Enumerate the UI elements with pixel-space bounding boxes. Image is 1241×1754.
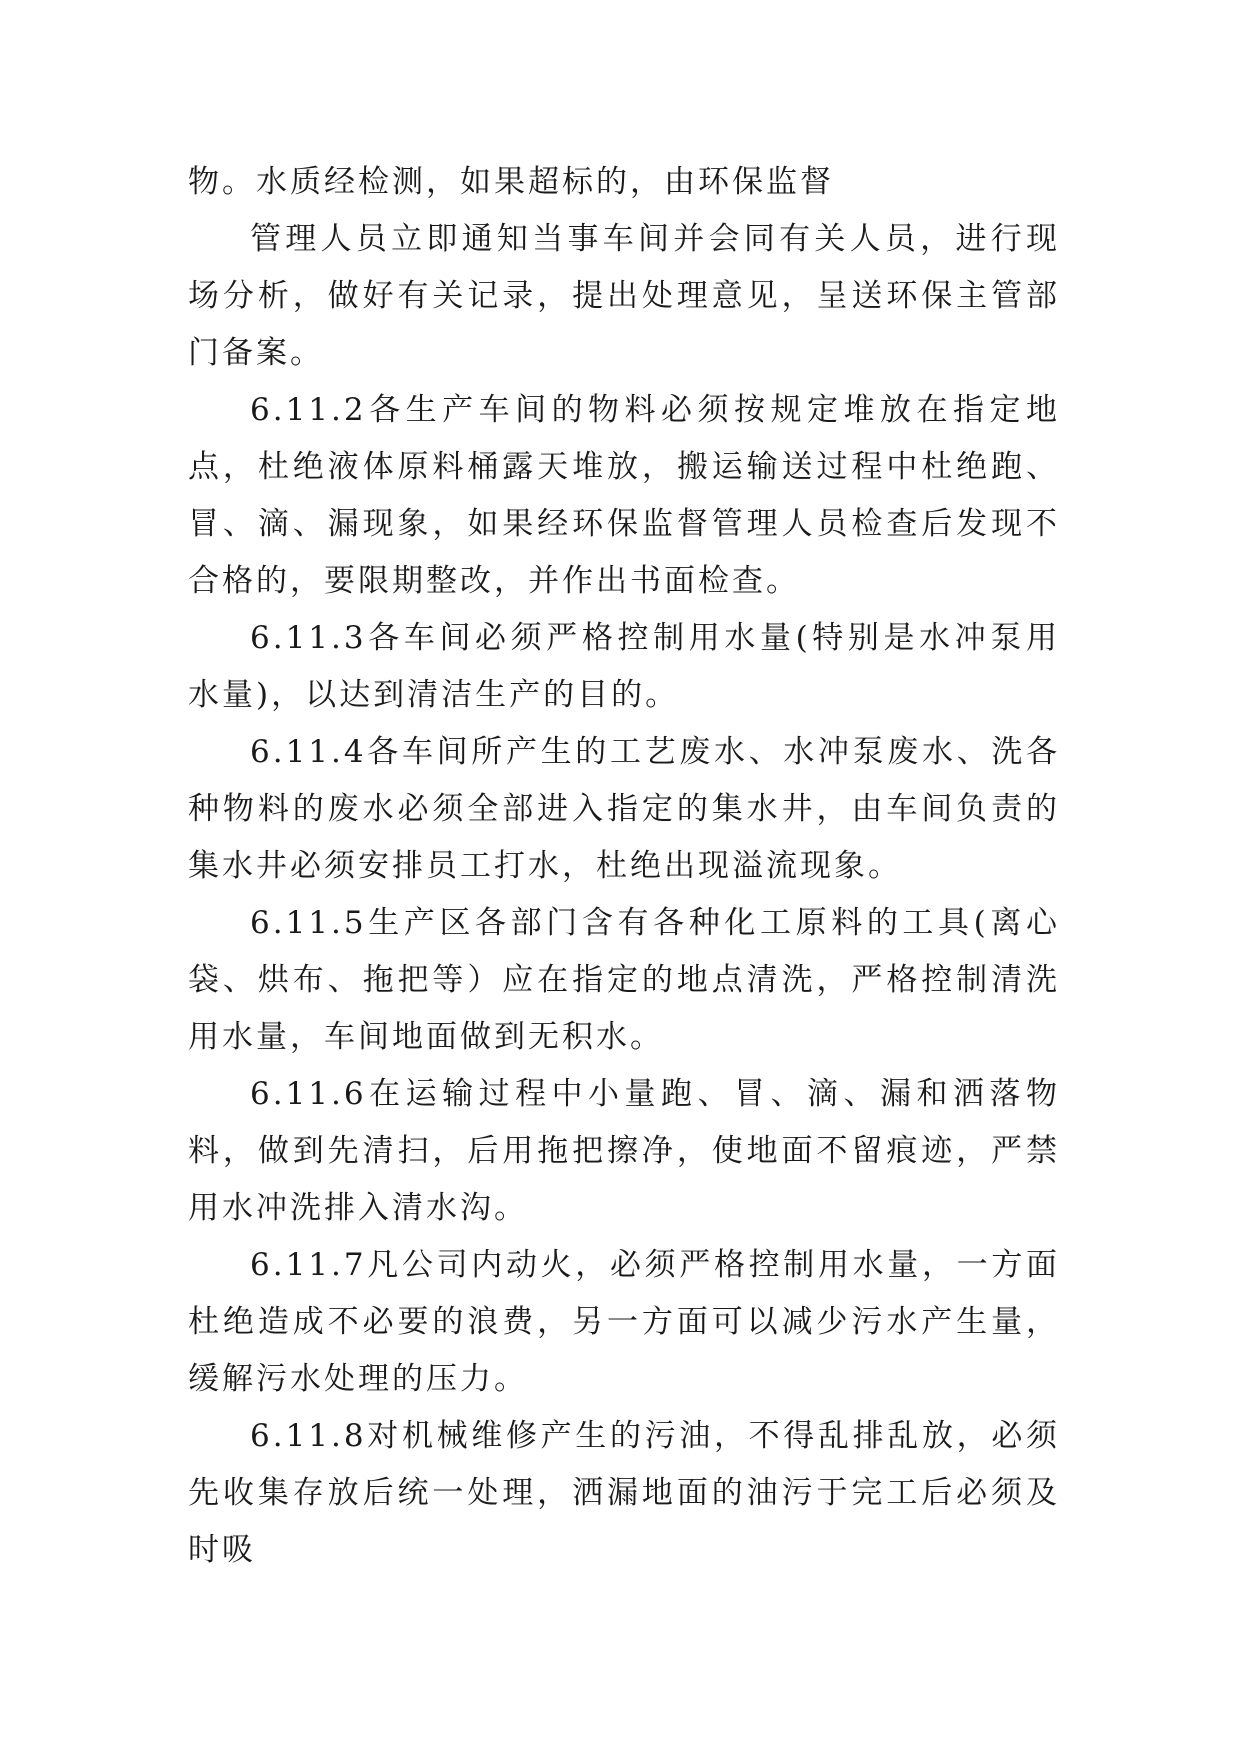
paragraph: 6.11.5生产区各部门含有各种化工原料的工具(离心袋、烘布、拖把等）应在指定的地点清洗，严格控制清洗用水量，车间地面做到无积水。 [188, 905, 1060, 1055]
paragraph: 物。水质经检测，如果超标的，由环保监督 [188, 164, 834, 200]
body-text [188, 154, 1060, 1579]
paragraph: 6.11.3各车间必须严格控制用水量(特别是水冲泵用水量)，以达到清洁生产的目的。 [188, 620, 1060, 713]
paragraph: 6.11.7凡公司内动火，必须严格控制用水量，一方面杜绝造成不必要的浪费，另一方面可以减少污水产生量，缓解污水处理的压力。 [188, 1247, 1060, 1397]
paragraph: 6.11.8对机械维修产生的污油，不得乱排乱放，必须先收集存放后统一处理，洒漏地面的油污于完工后必须及时吸 [188, 1418, 1060, 1568]
paragraph: 6.11.6在运输过程中小量跑、冒、滴、漏和洒落物料，做到先清扫，后用拖把擦净，使地面不留痕迹，严禁用水冲洗排入清水沟。 [188, 1076, 1060, 1226]
paragraph: 6.11.2各生产车间的物料必须按规定堆放在指定地点，杜绝液体原料桶露天堆放，搬运输送过程中杜绝跑、冒、滴、漏现象，如果经环保监督管理人员检查后发现不合格的，要限期整改，并作出书面检查。 [188, 392, 1060, 599]
paragraph: 管理人员立即通知当事车间并会同有关人员，进行现场分析，做好有关记录，提出处理意见，呈送环保主管部门备案。 [188, 221, 1060, 371]
paragraph: 6.11.4各车间所产生的工艺废水、水冲泵废水、洗各种物料的废水必须全部进入指定的集水井，由车间负责的集水井必须安排员工打水，杜绝出现溢流现象。 [188, 734, 1060, 884]
